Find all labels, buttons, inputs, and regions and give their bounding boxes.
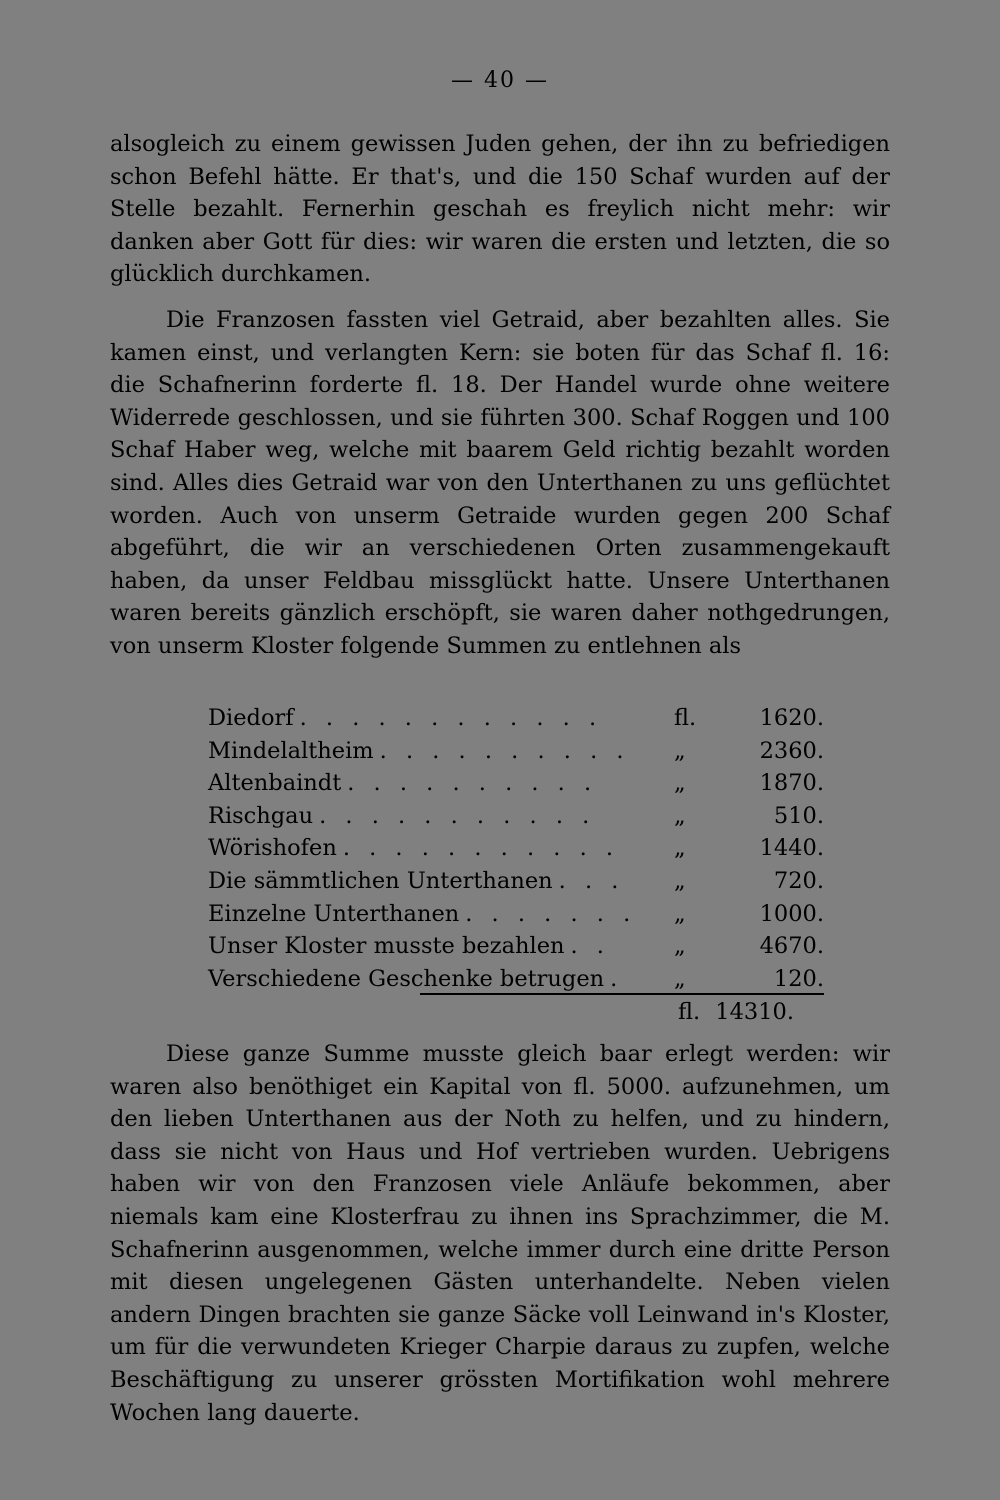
- ledger-amount: 1000.: [759, 900, 824, 927]
- ledger-place: Unser Kloster musste bezahlen: [208, 933, 565, 960]
- ledger-amount: 720.: [773, 867, 824, 894]
- ledger-row: [208, 865, 824, 898]
- ledger-row: [208, 832, 824, 865]
- ledger-place: Rischgau: [208, 802, 314, 829]
- paragraph-3: Diese ganze Summe musste gleich baar erlegt werden: wir waren also benöthiget ein Kapital von fl. 5000. aufzunehmen, um den lieben Unterthanen aus der Noth zu helfen, und zu hindern, dass sie nicht von Haus und Hof vertrieben wurden. Uebrigens haben wir von den Franzosen viele Anläufe bekommen, aber niemals kam eine Klosterfrau zu ihnen ins Sprachzimmer, die M. Schafnerinn ausgenommen, welche immer durch eine dritte Person mit diesen ungelegenen Gästen unterhandelte. Neben vielen andern Dingen brachten sie ganze Säcke voll Leinwand in's Kloster, um für die verwundeten Krieger Charpie daraus zu zupfen, welche Beschäftigung zu unserer grössten Mortifikation wohl mehrere Wochen lang dauerte.: [110, 1041, 890, 1426]
- ledger-place: Mindelaltheim: [208, 737, 374, 764]
- ledger-sum-rule: [420, 993, 824, 995]
- ledger-place: Altenbaindt: [208, 770, 342, 797]
- ledger-row: [208, 735, 824, 768]
- ledger-dots: . . . . . . . . . . .: [342, 835, 620, 862]
- ledger-dots: . . . . . . . . . . .: [319, 802, 596, 829]
- ledger-place: Verschiedene Geschenke betrugen: [208, 965, 605, 992]
- ledger-dots: .: [610, 965, 624, 992]
- ledger-unit: „: [674, 770, 686, 797]
- ledger-place: Einzelne Unterthanen: [208, 900, 460, 927]
- ledger-unit: „: [674, 737, 686, 764]
- ledger-place: Diedorf: [208, 705, 294, 731]
- ledger-total-unit: fl.: [678, 999, 701, 1025]
- ledger-dots: . .: [570, 933, 610, 960]
- ledger-unit: „: [674, 802, 686, 829]
- ledger-dots: . . . . . . .: [465, 900, 637, 927]
- ledger-amount: 1870.: [759, 770, 824, 797]
- ledger-total-amount: 14310.: [715, 999, 794, 1025]
- ledger-row: [208, 702, 824, 735]
- ledger-row: [208, 800, 824, 833]
- ledger-place: Die sämmtlichen Unterthanen: [208, 867, 553, 894]
- ledger-dots: . . . . . . . . . .: [347, 770, 598, 797]
- ledger-unit: „: [674, 933, 686, 960]
- ledger-amount: 1620.: [759, 705, 824, 731]
- loan-ledger: [208, 702, 824, 995]
- paragraph-2: Die Franzosen fassten viel Getraid, aber bezahlten alles. Sie kamen einst, und verlangten Kern: sie boten für das Schaf fl. 16: die Schafnerinn forderte fl. 18. Der Handel wurde ohne weitere Widerrede geschlossen, und sie führten 300. Schaf Roggen und 100 Schaf Haber weg, welche mit baarem Geld richtig bezahlt worden sind. Alles dies Getraid war von den Unterthanen zu uns geflüchtet worden. Auch von unserm Getraide wurden gegen 200 Schaf abgeführt, die wir an verschiedenen Orten zusammengekauft haben, da unser Feldbau missglückt hatte. Unsere Unterthanen waren bereits gänzlich erschöpft, sie waren daher nothgedrungen, von unserm Kloster folgende Summen zu entlehnen als: [110, 307, 890, 659]
- ledger-row: [208, 767, 824, 800]
- ledger-place: Wörishofen: [208, 835, 337, 862]
- ledger-amount: 120.: [773, 965, 824, 992]
- ledger-total: [678, 996, 794, 1029]
- ledger-unit: „: [674, 965, 686, 992]
- paragraph-1: alsogleich zu einem gewissen Juden gehen, der ihn zu befriedigen schon Befehl hätte. Er that's, und die 150 Schaf wurden auf der Stelle bezahlt. Fernerhin geschah es freylich nicht mehr: wir danken aber Gott für dies: wir waren die ersten und letzten, die so glücklich durchkamen.: [110, 131, 890, 288]
- ledger-amount: 510.: [773, 802, 824, 829]
- ledger-dots: . . . . . . . . . . . .: [299, 705, 603, 731]
- ledger-dots: . . .: [558, 867, 625, 894]
- ledger-amount: 4670.: [759, 933, 824, 960]
- ledger-amount: 1440.: [759, 835, 824, 862]
- ledger-unit: „: [674, 900, 686, 927]
- page-number: — 40 —: [451, 68, 549, 93]
- ledger-amount: 2360.: [759, 737, 824, 764]
- ledger-unit: „: [674, 835, 686, 862]
- ledger-row: [208, 963, 824, 996]
- ledger-dots: . . . . . . . . . .: [379, 737, 630, 764]
- ledger-unit: fl.: [674, 705, 697, 731]
- ledger-row: [208, 930, 824, 963]
- ledger-unit: „: [674, 867, 686, 894]
- ledger-row: [208, 898, 824, 931]
